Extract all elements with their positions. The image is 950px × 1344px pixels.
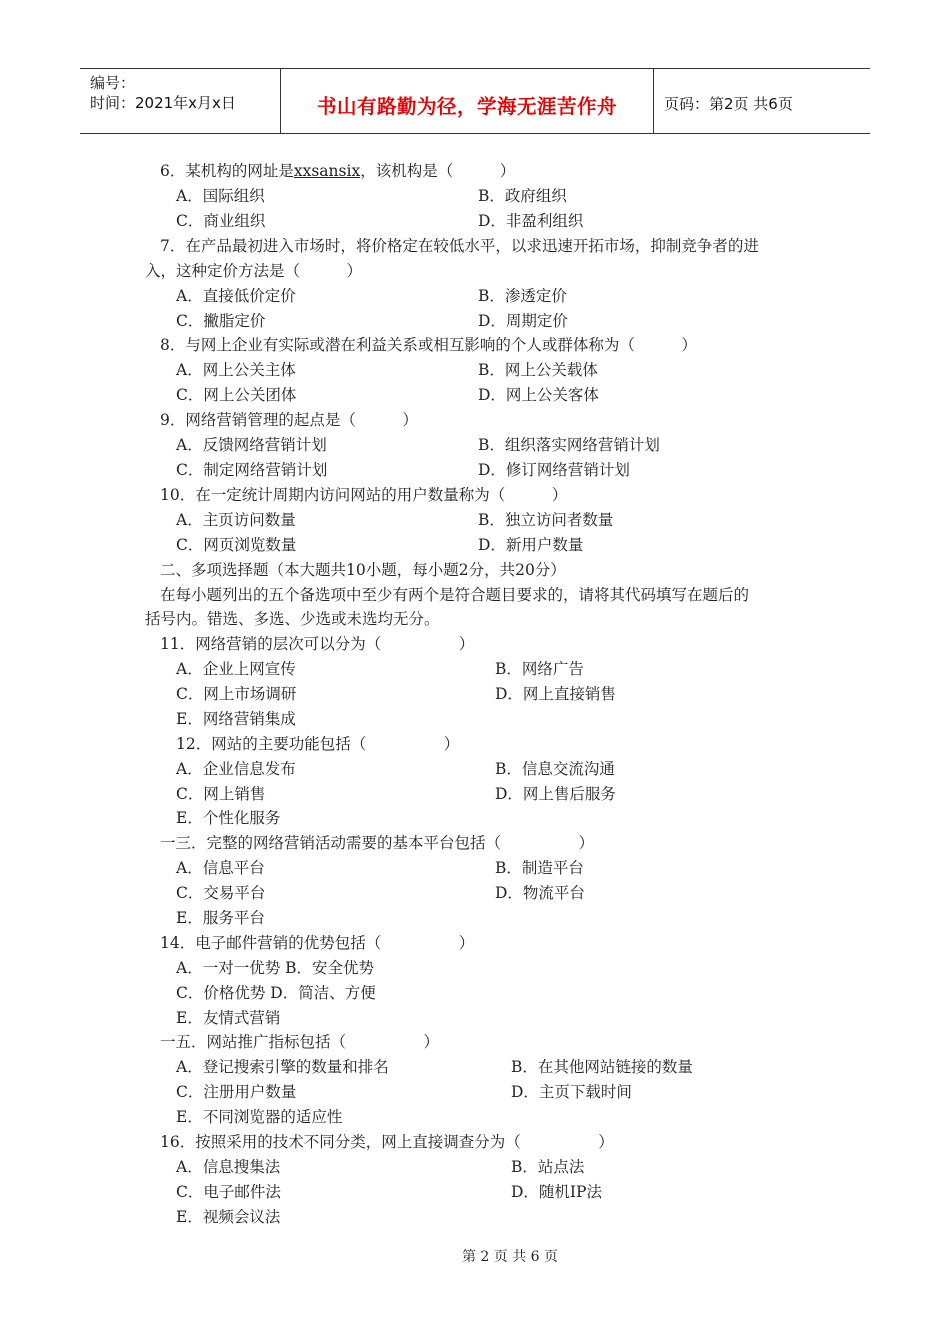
question-16-option-e: E．视频会议法 <box>176 1208 281 1226</box>
question-9-stem: 9．网络营销管理的起点是（ ） <box>160 411 418 429</box>
question-15-option-d: D．主页下载时间 <box>511 1083 632 1101</box>
question-12-option-e: E．个性化服务 <box>176 809 281 827</box>
page-header <box>80 68 870 134</box>
question-10-option-a: A．主页访问数量 <box>176 511 296 529</box>
question-9-option-d: D．修订网络营销计划 <box>478 461 630 479</box>
question-16-option-b: B．站点法 <box>511 1158 585 1176</box>
question-13-option-b: B．制造平台 <box>495 859 584 877</box>
question-12-option-b: B．信息交流沟通 <box>495 760 615 778</box>
question-8-stem: 8．与网上企业有实际或潜在利益关系或相互影响的个人或群体称为（ ） <box>160 336 697 354</box>
header-right-cell <box>654 69 870 133</box>
question-7-option-c: C．撇脂定价 <box>176 312 266 330</box>
question-13-option-e: E．服务平台 <box>176 909 265 927</box>
question-12-option-c: C．网上销售 <box>176 785 266 803</box>
question-12-option-a: A．企业信息发布 <box>176 760 296 778</box>
question-16-option-c: C．电子邮件法 <box>176 1183 281 1201</box>
question-7-option-d: D．周期定价 <box>478 312 568 330</box>
question-7-stem-line1: 7．在产品最初进入市场时，将价格定在较低水平，以求迅速开拓市场，抑制竞争者的进 <box>160 237 759 255</box>
question-8-option-b: B．网上公关载体 <box>478 361 598 379</box>
question-16-option-a: A．信息搜集法 <box>176 1158 281 1176</box>
question-15-option-e: E．不同浏览器的适应性 <box>176 1108 343 1126</box>
question-14-stem: 14．电子邮件营销的优势包括（ ） <box>160 934 475 952</box>
question-6-option-a: A．国际组织 <box>176 187 265 205</box>
header-page-label: 页码：第2页 共6页 <box>664 95 793 113</box>
question-10-option-d: D．新用户数量 <box>478 536 584 554</box>
page-footer: 第 2 页 共 6 页 <box>461 1249 559 1265</box>
header-motto-cell <box>281 69 654 133</box>
question-13-option-d: D．物流平台 <box>495 884 585 902</box>
question-6-url: xxsansix <box>293 162 361 180</box>
question-9-option-a: A．反馈网络营销计划 <box>176 436 327 454</box>
motto-text: 书山有路勤为径，学海无涯苦作舟 <box>316 95 617 118</box>
section-2-title: 二、多项选择题（本大题共10小题，每小题2分，共20分） <box>160 561 566 579</box>
question-8-option-a: A．网上公关主体 <box>176 361 296 379</box>
question-9-option-b: B．组织落实网络营销计划 <box>478 436 660 454</box>
question-15-option-a: A．登记搜索引擎的数量和排名 <box>176 1058 389 1076</box>
question-13-option-a: A．信息平台 <box>176 859 265 877</box>
question-14-option-e: E．友情式营销 <box>176 1009 281 1027</box>
question-10-option-b: B．独立访问者数量 <box>478 511 614 529</box>
question-16-option-d: D．随机IP法 <box>511 1183 602 1201</box>
question-11-option-a: A．企业上网宣传 <box>176 660 296 678</box>
question-12-stem: 12．网站的主要功能包括（ ） <box>176 735 460 753</box>
section-2-instruction-line2: 括号内。错选、多选、少选或未选均无分。 <box>145 610 440 628</box>
question-6-stem <box>160 161 515 181</box>
question-13-stem: 一三．完整的网络营销活动需要的基本平台包括（ ） <box>160 834 595 852</box>
question-15-option-b: B．在其他网站链接的数量 <box>511 1058 693 1076</box>
question-13-option-c: C．交易平台 <box>176 884 266 902</box>
question-6-stem-tail: ，该机构是（ ） <box>360 162 516 180</box>
question-6-stem-text: 6．某机构的网址是 <box>160 162 294 180</box>
question-12-option-d: D．网上售后服务 <box>495 785 616 803</box>
section-2-instruction-line1: 在每小题列出的五个备选项中至少有两个是符合题目要求的，请将其代码填写在题后的 <box>160 586 750 604</box>
question-15-stem: 一五．网站推广指标包括（ ） <box>160 1033 440 1051</box>
question-6-option-c: C．商业组织 <box>176 212 266 230</box>
question-14-options-cd: C．价格优势 D．简洁、方便 <box>176 984 376 1002</box>
question-11-option-d: D．网上直接销售 <box>495 685 616 703</box>
question-7-option-b: B．渗透定价 <box>478 287 567 305</box>
question-11-stem: 11．网络营销的层次可以分为（ ） <box>160 635 475 653</box>
question-11-option-c: C．网上市场调研 <box>176 685 297 703</box>
question-6-option-d: D．非盈利组织 <box>478 212 584 230</box>
question-11-option-b: B．网络广告 <box>495 660 584 678</box>
question-8-option-d: D．网上公关客体 <box>478 386 599 404</box>
document-time-label: 时间：2021年x月x日 <box>90 94 236 112</box>
question-10-stem: 10．在一定统计周期内访问网站的用户数量称为（ ） <box>160 486 568 504</box>
question-16-stem: 16．按照采用的技术不同分类，网上直接调查分为（ ） <box>160 1133 614 1151</box>
question-8-option-c: C．网上公关团体 <box>176 386 297 404</box>
question-7-stem-line2: 入，这种定价方法是（ ） <box>145 262 363 280</box>
header-left-cell <box>80 69 281 133</box>
question-15-option-c: C．注册用户数量 <box>176 1083 297 1101</box>
question-9-option-c: C．制定网络营销计划 <box>176 461 328 479</box>
question-7-option-a: A．直接低价定价 <box>176 287 296 305</box>
document-number-label: 编号： <box>90 74 136 92</box>
question-11-option-e: E．网络营销集成 <box>176 710 296 728</box>
question-10-option-c: C．网页浏览数量 <box>176 536 297 554</box>
question-6-option-b: B．政府组织 <box>478 187 567 205</box>
question-14-options-ab: A．一对一优势 B．安全优势 <box>176 959 375 977</box>
